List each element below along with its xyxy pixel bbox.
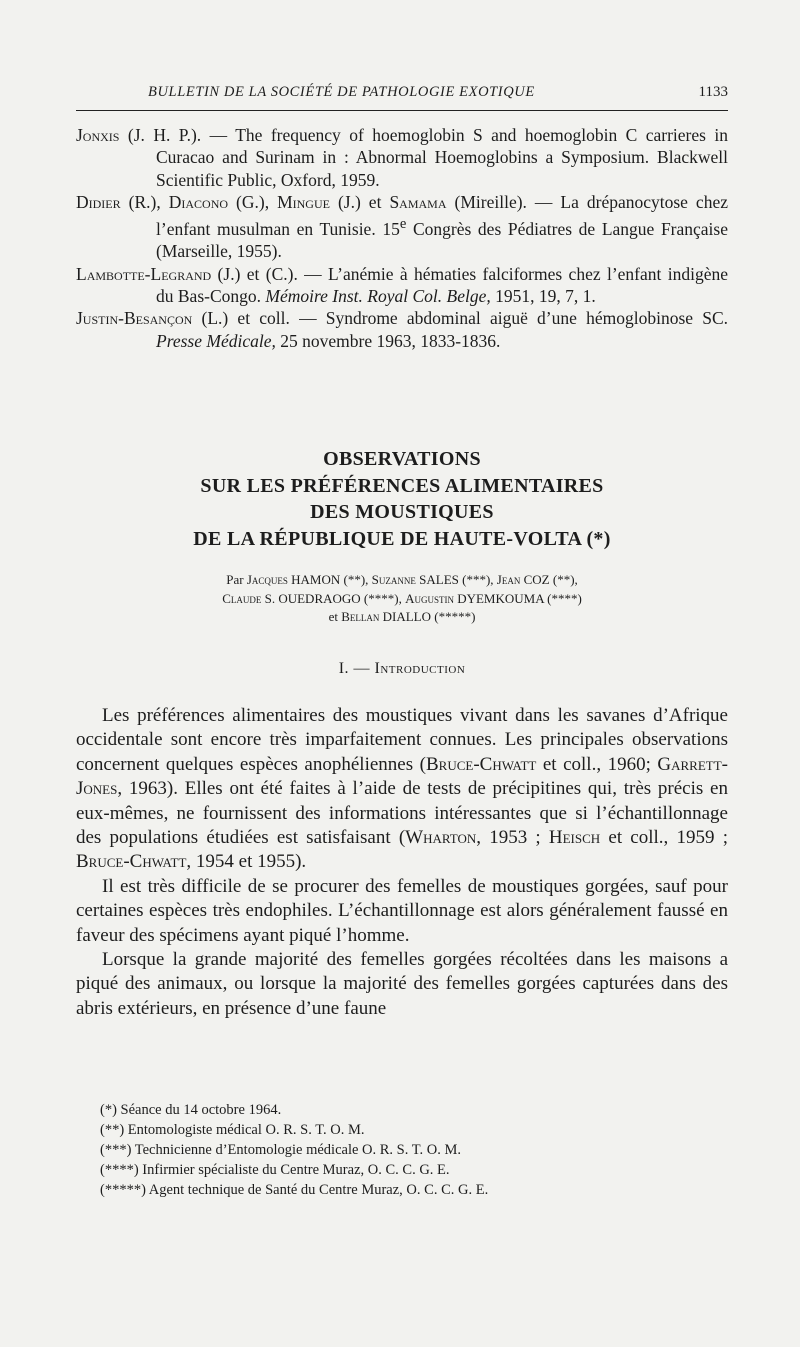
article-body: [76, 704, 728, 1021]
reference-item: [76, 124, 728, 191]
running-header: [76, 84, 728, 106]
article-title: [76, 446, 728, 552]
author-firstname: Jean: [496, 572, 521, 587]
reference-text: (G.),: [228, 191, 278, 212]
ordinal-superscript: e: [399, 216, 407, 233]
title-line: SUR LES PRÉFÉRENCES ALIMENTAIRES: [200, 474, 604, 497]
reference-item: [76, 263, 728, 308]
page-number: 1133: [698, 84, 728, 100]
citation-author: Bruce-Chwatt: [425, 753, 537, 775]
body-paragraph: Il est très difficile de se procurer des femelles de moustiques gorgées, sauf pour certaines espèces très endophiles. L’échantillonnage est alors généralement faussé en faveur des spécimens ayant piqué l’homme.: [76, 875, 728, 946]
author-surname: DIALLO (*****): [379, 609, 476, 624]
reference-text: (J.) et (C.). — L’anémie à hématies falciformes chez l’enfant indigène du Bas-Congo.: [156, 263, 728, 306]
citation-author: Bruce-Chwatt: [76, 851, 187, 873]
title-line: DE LA RÉPUBLIQUE DE HAUTE-VOLTA (*): [193, 527, 611, 550]
author-line: [76, 590, 728, 609]
author-firstname: Bellan: [341, 609, 380, 624]
author-firstname: Claude: [222, 590, 262, 606]
author-line: [76, 571, 728, 590]
citation-author: Garrett-Jones: [76, 753, 728, 800]
reference-author: Justin-Besançon: [76, 308, 193, 329]
reference-author: Mingue: [277, 191, 330, 212]
footnote: (*) Séance du 14 octobre 1964.: [100, 1102, 282, 1118]
author-firstname: Augustin: [405, 590, 454, 606]
body-paragraph: Lorsque la grande majorité des femelles gorgées récoltées dans les maisons a piqué des animaux, ou lorsque la majorité des femelles gorgées capturées dans des abris extérieurs, en présence d’une faune: [76, 949, 728, 1019]
author-surname: HAMON (**),: [287, 572, 372, 587]
author-surname: S. OUEDRAOGO (****),: [261, 590, 406, 606]
reference-text: 25 novembre 1963, 1833-1836.: [275, 330, 501, 351]
author-list: [76, 571, 728, 627]
reference-author: Didier: [76, 191, 121, 212]
author-firstname: Jacques: [246, 572, 288, 587]
citation-author: Heisch: [548, 827, 601, 849]
author-conjunction: et: [328, 609, 342, 624]
paragraph-text: Les préférences alimentaires des moustiques vivant dans les savanes d’Afrique occidentale sont encore très imparfaitement connues. Les principales observations concernent quelques espèces anophéliennes (: [76, 705, 728, 775]
reference-journal: Presse Médicale,: [156, 330, 276, 351]
paragraph-text: et coll., 1960;: [536, 753, 658, 775]
author-line: [76, 608, 728, 627]
reference-author: Lambotte-Legrand: [76, 263, 212, 284]
journal-title: BULLETIN DE LA SOCIÉTÉ DE PATHOLOGIE EXOTIQUE: [148, 84, 535, 100]
reference-item: [76, 307, 728, 352]
citation-author: Wharton: [405, 827, 477, 849]
footnotes: [100, 1100, 728, 1200]
title-line: OBSERVATIONS: [323, 448, 481, 470]
reference-author: Samama: [389, 191, 447, 212]
reference-list: [76, 124, 728, 352]
reference-text: (R.),: [120, 191, 169, 212]
reference-author: Jonxis: [76, 125, 120, 145]
reference-journal: Mémoire Inst. Royal Col. Belge,: [265, 285, 491, 306]
footnote: (**) Entomologiste médical O. R. S. T. O. M.: [100, 1122, 365, 1138]
section-heading: [76, 660, 728, 678]
footnote: (***) Technicienne d’Entomologie médicale O. R. S. T. O. M.: [100, 1142, 462, 1158]
reference-item: [76, 191, 728, 263]
reference-text: 1951, 19, 7, 1.: [490, 285, 596, 306]
header-rule: [76, 110, 728, 111]
author-firstname: Suzanne: [371, 572, 416, 587]
reference-text: (J.) et: [329, 191, 390, 212]
author-surname: COZ (**),: [520, 572, 578, 587]
title-line: DES MOUSTIQUES: [310, 501, 494, 523]
section-name: Introduction: [374, 660, 466, 677]
section-number: I. —: [338, 660, 375, 677]
paragraph-text: , 1953 ;: [476, 827, 549, 849]
paragraph-text: , 1963). Elles ont été faites à l’aide de tests de précipitines qui, très précis en eux-mêmes, ne fournissent des informations intéressantes que si l’échantillonnage des populations étudiées est satisfaisant (: [76, 778, 728, 849]
author-surname: SALES (***),: [415, 572, 497, 587]
footnote: (****) Infirmier spécialiste du Centre Muraz, O. C. C. G. E.: [100, 1162, 450, 1178]
reference-text: Congrès des Pédiatres de Langue Française (Marseille, 1955).: [156, 219, 728, 262]
author-par: Par: [226, 572, 247, 587]
paragraph-text: et coll., 1959 ;: [600, 827, 728, 849]
reference-text: (J. H. P.). — The frequency of hoemoglobin S and hoemoglobin C carrieres in Curacao and Surinam in : Abnormal Hoemoglobins a Symposium. Blackwell Scientific Public, Oxford, 1959.: [119, 125, 728, 190]
reference-text: (L.) et coll. — Syndrome abdominal aiguë d’une hémoglobinose SC.: [192, 308, 728, 329]
author-surname: DYEMKOUMA (****): [453, 590, 582, 606]
body-paragraph: [76, 704, 728, 875]
footnote: (*****) Agent technique de Santé du Centre Muraz, O. C. C. G. E.: [100, 1182, 489, 1198]
paragraph-text: , 1954 et 1955).: [186, 851, 307, 873]
reference-text: (Mireille). — La drépanocytose chez l’enfant musulman en Tunisie. 15: [156, 191, 728, 240]
reference-author: Diacono: [168, 191, 229, 212]
